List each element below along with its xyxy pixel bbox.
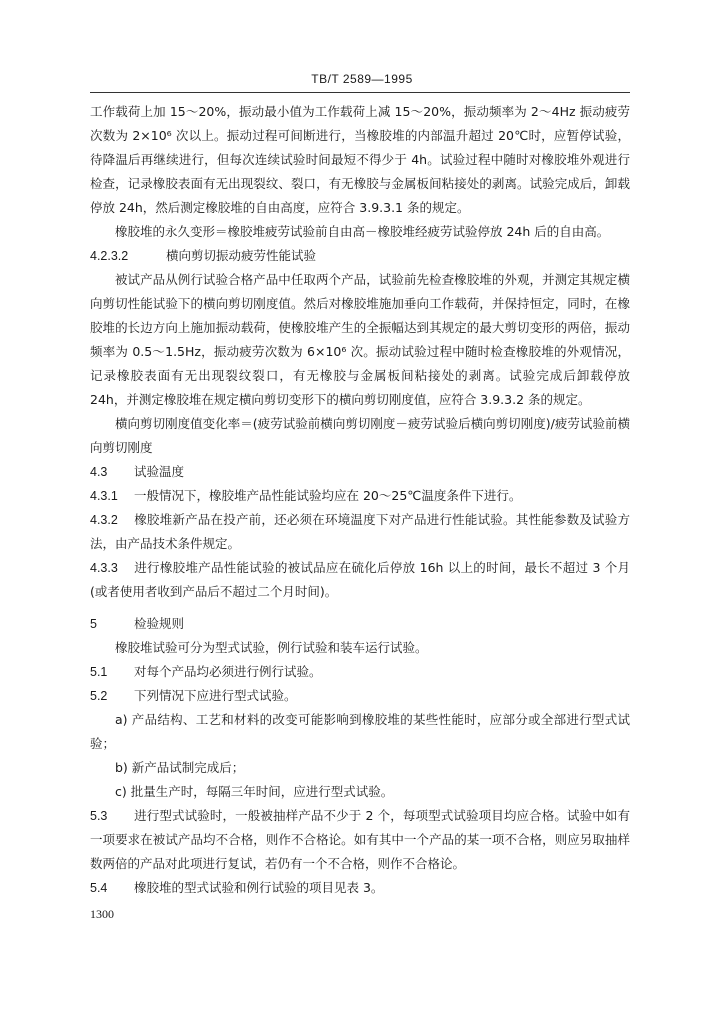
standard-code-header: TB/T 2589—1995 bbox=[311, 72, 413, 86]
body-paragraph: 被试产品从例行试验合格产品中任取两个产品，试验前先检查橡胶堆的外观，并测定其规定横向剪切性能试验下的横向剪切刚度值。然后对橡胶堆施加垂向工作载荷，并保持恒定，同时，在橡胶堆的长边方向上施加振动载荷，使橡胶堆产生的全振幅达到其规定的最大剪切变形的两倍，振动频率为 0.5～1.5Hz，振动疲劳次数为 6×10⁶ 次。振动试验过程中随时检查橡胶堆的外观情况，记录橡胶表面有无出现裂纹裂口，有无橡胶与金属板间粘接处的剥离。试验完成后卸载停放 24h，并测定橡胶堆在规定横向剪切变形下的横向剪切刚度值，应符合 3.9.3.2 条的规定。 bbox=[90, 272, 630, 407]
clause-number: 5.4 bbox=[90, 881, 108, 895]
section-heading bbox=[90, 612, 630, 636]
numbered-clause bbox=[90, 684, 630, 708]
numbered-clause bbox=[90, 660, 630, 684]
clause-text: 对每个产品均必须进行例行试验。 bbox=[134, 664, 322, 679]
page-number: 1300 bbox=[90, 907, 114, 921]
clause-number: 5.2 bbox=[90, 689, 108, 703]
body-paragraph: 工作载荷上加 15～20%，振动最小值为工作载荷上减 15～20%，振动频率为 2～4Hz 振动疲劳次数为 2×10⁶ 次以上。振动过程可间断进行，当橡胶堆的内部温升超过 20℃时，应暂停试验，待降温后再继续进行，但每次连续试验时间最短不得少于 4h。试验过程中随时对橡胶堆外观进行检查，记录橡胶表面有无出现裂纹、裂口，有无橡胶与金属板间粘接处的剥离。试验完成后，卸载停放 24h，然后测定橡胶堆的自由高度，应符合 3.9.3.1 条的规定。 bbox=[90, 104, 630, 215]
numbered-clause bbox=[90, 508, 630, 556]
section-heading bbox=[90, 460, 630, 484]
numbered-clause bbox=[90, 804, 630, 876]
clause-number: 4.3 bbox=[90, 465, 108, 479]
clause-number: 4.3.3 bbox=[90, 561, 118, 575]
body-paragraph: 橡胶堆试验可分为型式试验，例行试验和装车运行试验。 bbox=[115, 640, 428, 655]
section-gap bbox=[90, 604, 630, 612]
clause-text: 下列情况下应进行型式试验。 bbox=[134, 688, 297, 703]
clause-number: 5.1 bbox=[90, 665, 108, 679]
clause-text: 进行橡胶堆产品性能试验的被试品应在硫化后停放 16h 以上的时间，最长不超过 3 个月(或者使用者收到产品后不超过二个月时间)。 bbox=[90, 560, 630, 599]
clause-number: 4.2.3.2 bbox=[90, 249, 129, 263]
clause-number: 5 bbox=[90, 617, 97, 631]
body-paragraph: b) 新产品试制完成后； bbox=[115, 760, 245, 775]
numbered-clause bbox=[90, 556, 630, 604]
clause-text: 进行型式试验时，一般被抽样产品不少于 2 个，每项型式试验项目均应合格。试验中如有一项要求在被试产品均不合格，则作不合格论。如有其中一个产品的某一项不合格，则应另取抽样数两倍的产品对此项进行复试，若仍有一个不合格，则作不合格论。 bbox=[90, 808, 630, 871]
heading-text: 横向剪切振动疲劳性能试验 bbox=[166, 248, 317, 263]
section-heading bbox=[90, 244, 630, 268]
clause-number: 4.3.1 bbox=[90, 489, 118, 503]
heading-text: 试验温度 bbox=[134, 464, 185, 479]
numbered-clause bbox=[90, 876, 630, 900]
clause-text: 橡胶堆的型式试验和例行试验的项目见表 3。 bbox=[134, 880, 384, 895]
header-rule bbox=[90, 92, 630, 93]
body-paragraph: a) 产品结构、工艺和材料的改变可能影响到橡胶堆的某些性能时，应部分或全部进行型式试验； bbox=[90, 712, 630, 751]
clause-text: 一般情况下，橡胶堆产品性能试验均应在 20～25℃温度条件下进行。 bbox=[134, 488, 522, 503]
clause-number: 5.3 bbox=[90, 809, 108, 823]
heading-text: 检验规则 bbox=[134, 616, 185, 631]
body-paragraph: c) 批量生产时，每隔三年时间，应进行型式试验。 bbox=[115, 784, 394, 799]
clause-number: 4.3.2 bbox=[90, 513, 118, 527]
numbered-clause bbox=[90, 484, 630, 508]
body-paragraph: 橡胶堆的永久变形＝橡胶堆疲劳试验前自由高－橡胶堆经疲劳试验停放 24h 后的自由高。 bbox=[115, 224, 610, 239]
document-body bbox=[90, 100, 630, 900]
body-paragraph: 横向剪切刚度值变化率＝(疲劳试验前横向剪切刚度－疲劳试验后横向剪切刚度)/疲劳试验前横向剪切刚度 bbox=[90, 416, 630, 455]
clause-text: 橡胶堆新产品在投产前，还必须在环境温度下对产品进行性能试验。其性能参数及试验方法，由产品技术条件规定。 bbox=[90, 512, 630, 551]
